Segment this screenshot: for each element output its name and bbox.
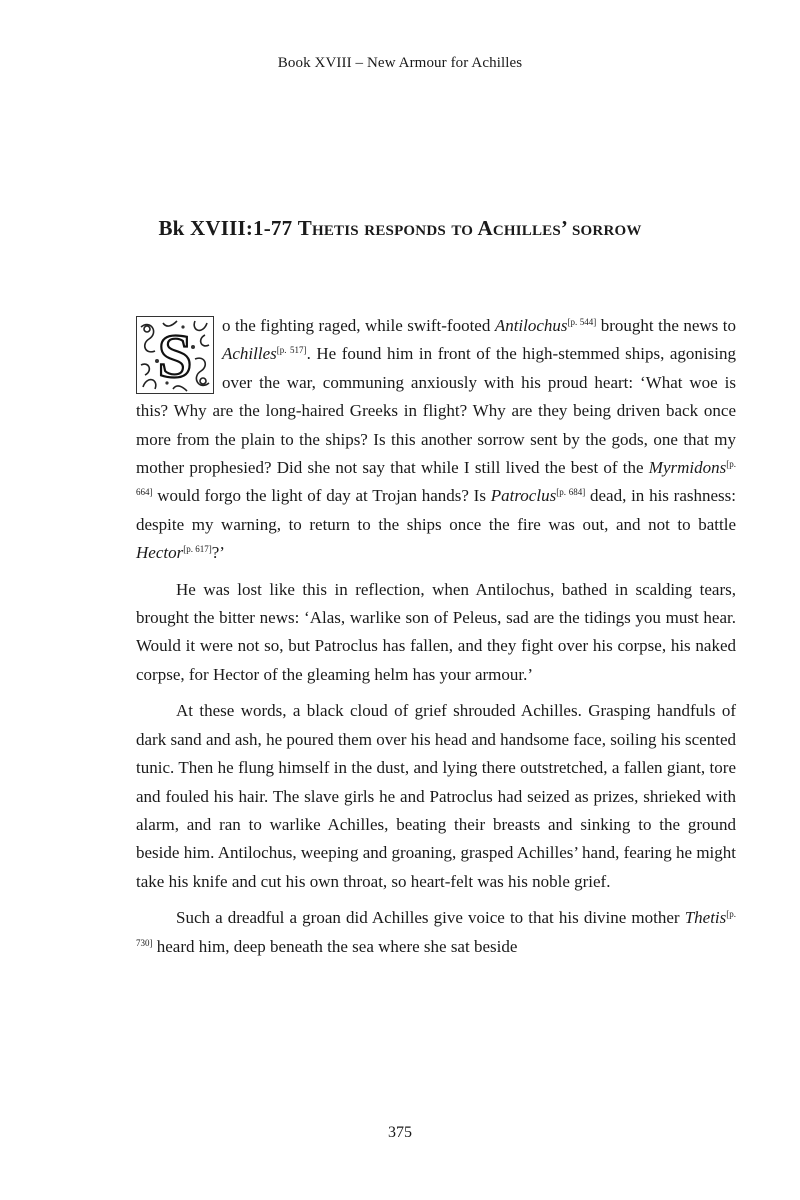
text-run: brought the news to (596, 316, 736, 335)
text-run: would forgo the light of day at Trojan hands? Is (152, 486, 491, 506)
page-reference: [p. 544] (567, 317, 597, 327)
person-name: Myrmidons (648, 458, 727, 478)
ornamental-dropcap-icon (136, 316, 214, 394)
page-reference: [p. 517] (276, 345, 307, 356)
running-head: Book XVIII – New Armour for Achilles (277, 55, 523, 71)
paragraph-3: At these words, a black cloud of grief shrouded Achilles. Grasping handfuls of dark sand and ash, he poured them over his head and handsome face, soiling his scented tunic. Then he flung himself in the dust, and lying there outstretched, a fallen giant, tore and fouled his hair. The slave girls he and Patroclus had seized as prizes, shrieked with alarm, and ran to warlike Achilles, beating their breasts and sinking to the ground beside him. Antilochus, weeping and groaning, grasped Achilles’ hand, fearing he might take his knife and cut his own throat, so heart-felt was his noble grief. (136, 701, 736, 891)
page-reference: [p. 730] (136, 909, 736, 948)
section-title-text: Thetis responds to Achilles’ sorrow (297, 216, 642, 240)
text-run: dead, in his rashness: despite my warning, to return to the ships once the fire was out, and not to battle (136, 486, 736, 534)
person-name: Thetis (684, 908, 727, 928)
person-name: Patroclus (490, 486, 557, 506)
paragraph-4 (136, 904, 736, 961)
person-name: Antilochus (494, 316, 568, 335)
section-title-prefix: Bk XVIII:1-77 (158, 216, 298, 240)
page-reference: [p. 617] (183, 544, 212, 555)
text-run: Such a dreadful a groan did Achilles give voice to that his divine mother (176, 908, 685, 928)
dropcap-ornament (137, 317, 213, 393)
paragraph-2: He was lost like this in reflection, when Antilochus, bathed in scalding tears, brought the bitter news: ‘Alas, warlike son of Peleus, sad are the tidings you must hear. Would it were not so, but Patroclus has fallen, and they fight over his corpse, his naked corpse, for Hector of the gleaming helm has your armour.’ (136, 579, 736, 684)
text-run: o the fighting raged, while swift-footed (222, 316, 495, 335)
text-run: ?’ (211, 543, 225, 563)
text-run: heard him, deep beneath the sea where she sat beside (152, 936, 518, 956)
page-number: 375 (388, 1124, 412, 1141)
body-text (136, 312, 736, 969)
person-name: Hector (136, 543, 184, 563)
paragraph-1 (136, 312, 736, 568)
page-reference: [p. 684] (556, 487, 586, 498)
dropcap-letter: S (157, 323, 193, 391)
person-name: Achilles (222, 344, 277, 364)
page-reference: [p. 664] (136, 459, 736, 498)
section-title (100, 216, 700, 241)
text-run: . He found him in front of the high-stemmed ships, agonising over the war, communing anxiously with his proud heart: ‘What woe is this? Why are the long-haired Greeks in flight? Why are they being driven back once more from the plain to the ships? Is this another sorrow sent by the gods, one that my mother prophesied? Did she not say that while I still lived the best of the (136, 344, 736, 478)
